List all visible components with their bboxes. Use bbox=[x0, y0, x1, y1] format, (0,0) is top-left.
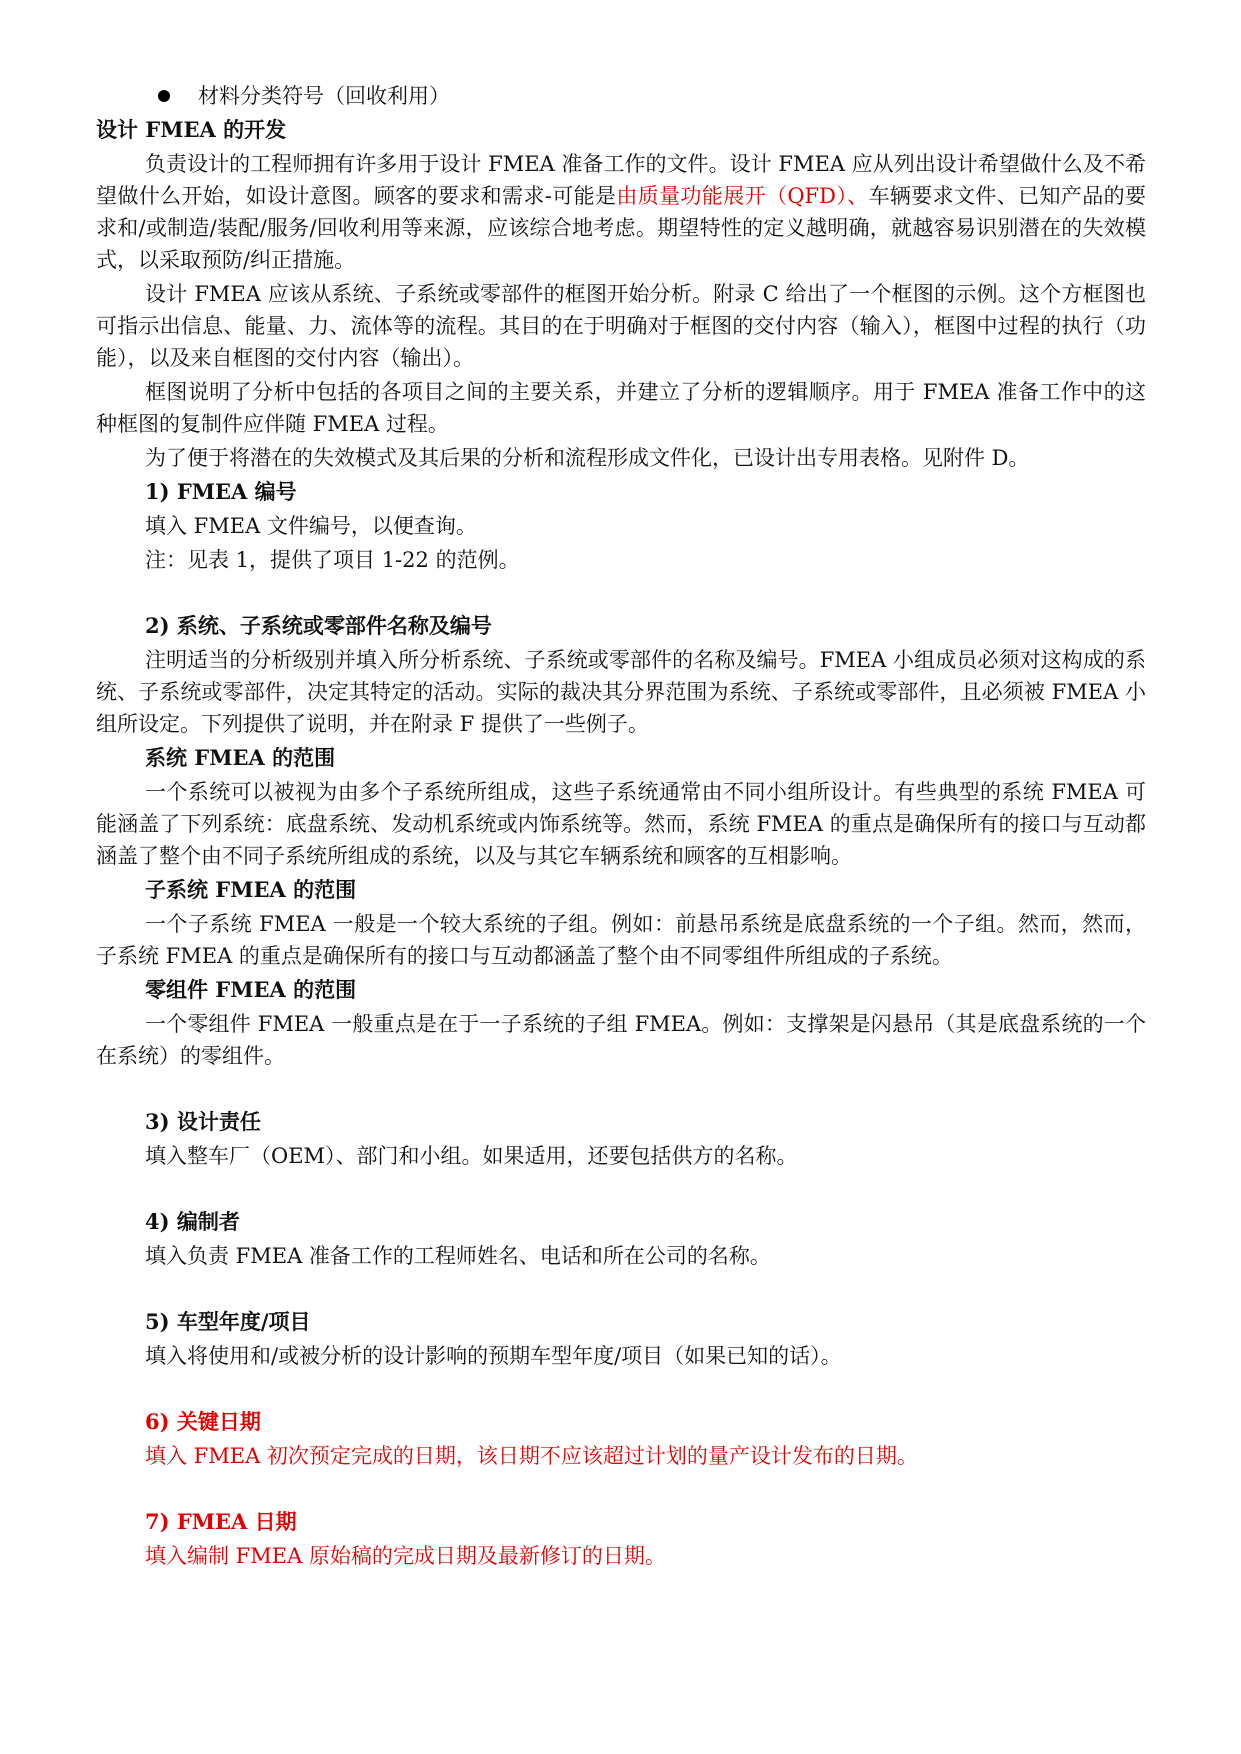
item1-body: 填入 FMEA 文件编号，以便查询。 bbox=[145, 514, 477, 538]
intro-paragraph-3: 框图说明了分析中包括的各项目之间的主要关系，并建立了分析的逻辑顺序。用于 FMEA 准备工作中的这种框图的复制件应伴随 FMEA 过程。 bbox=[96, 380, 1146, 436]
intro-p1-end: 车辆要求文件、已知产品的要求和/或制造/装配/服务/回收利用等来源，应该综合地考虑。期望特性的定义越明确，就越容易识别潜在的失效模式，以采取预防/纠正措施。 bbox=[96, 184, 1147, 272]
intro-paragraph-1 bbox=[96, 148, 1146, 276]
item3-body: 填入整车厂（OEM）、部门和小组。如果适用，还要包括供方的名称。 bbox=[145, 1144, 798, 1168]
bullet-dot-icon bbox=[158, 90, 170, 102]
item4-heading: 4) 编制者 bbox=[145, 1209, 240, 1234]
item6-heading: 6) 关键日期 bbox=[145, 1409, 261, 1434]
item2-heading: 2) 系统、子系统或零部件名称及编号 bbox=[145, 613, 492, 638]
item1-heading: 1) FMEA 编号 bbox=[145, 479, 297, 504]
system-scope-body: 一个系统可以被视为由多个子系统所组成，这些子系统通常由不同小组所设计。有些典型的系统 FMEA 可能涵盖了下列系统：底盘系统、发动机系统或内饰系统等。然而，系统 FMEA 的重点是确保所有的接口与互动都涵盖了整个由不同子系统所组成的系统，以及与其它车辆系统和顾客的互相影响。 bbox=[96, 780, 1146, 868]
component-scope-heading: 零组件 FMEA 的范围 bbox=[145, 977, 357, 1002]
item7-heading: 7) FMEA 日期 bbox=[145, 1509, 297, 1534]
subsystem-scope-body: 一个子系统 FMEA 一般是一个较大系统的子组。例如：前悬吊系统是底盘系统的一个子组。然而，然而，子系统 FMEA 的重点是确保所有的接口与互动都涵盖了整个由不同零组件所组成的子系统。 bbox=[96, 912, 1146, 968]
item1-note: 注：见表 1，提供了项目 1-22 的范例。 bbox=[145, 548, 520, 572]
intro-p1-start: 负责设计的工程师拥有许多用于设计 FMEA 准备工作的文件。设计 FMEA 应从列出设计希望做什么及不希望做什么开始，如设计意图。顾客的要求和需求-可能是 bbox=[96, 152, 1146, 208]
item5-heading: 5) 车型年度/项目 bbox=[145, 1309, 311, 1334]
item3-heading: 3) 设计责任 bbox=[145, 1109, 261, 1134]
item4-body: 填入负责 FMEA 准备工作的工程师姓名、电话和所在公司的名称。 bbox=[145, 1244, 771, 1268]
subsystem-scope-heading: 子系统 FMEA 的范围 bbox=[145, 877, 357, 902]
item2-body: 注明适当的分析级别并填入所分析系统、子系统或零部件的名称及编号。FMEA 小组成员必须对这构成的系统、子系统或零部件，决定其特定的活动。实际的裁决其分界范围为系统、子系统或零部件，且必须被 FMEA 小组所设定。下列提供了说明，并在附录 F 提供了一些例子。 bbox=[96, 648, 1146, 736]
component-scope-body: 一个零组件 FMEA 一般重点是在于一子系统的子组 FMEA。例如：支撑架是闪悬吊（其是底盘系统的一个在系统）的零组件。 bbox=[96, 1012, 1146, 1068]
document-page bbox=[96, 80, 1146, 1574]
system-scope-heading: 系统 FMEA 的范围 bbox=[145, 745, 336, 770]
intro-p1-highlight: 由质量功能展开（QFD）、 bbox=[616, 184, 869, 208]
bullet-item bbox=[96, 80, 1146, 112]
item5-body: 填入将使用和/或被分析的设计影响的预期车型年度/项目（如果已知的话）。 bbox=[145, 1344, 842, 1368]
section-title: 设计 FMEA 的开发 bbox=[96, 117, 287, 142]
bullet-text: 材料分类符号（回收利用） bbox=[198, 84, 450, 108]
item6-body: 填入 FMEA 初次预定完成的日期，该日期不应该超过计划的量产设计发布的日期。 bbox=[145, 1444, 918, 1468]
item7-body: 填入编制 FMEA 原始稿的完成日期及最新修订的日期。 bbox=[145, 1544, 666, 1568]
intro-paragraph-4: 为了便于将潜在的失效模式及其后果的分析和流程形成文件化，已设计出专用表格。见附件 D。 bbox=[145, 446, 1030, 470]
intro-paragraph-2: 设计 FMEA 应该从系统、子系统或零部件的框图开始分析。附录 C 给出了一个框图的示例。这个方框图也可指示出信息、能量、力、流体等的流程。其目的在于明确对于框图的交付内容（输入），框图中过程的执行（功能），以及来自框图的交付内容（输出）。 bbox=[96, 282, 1146, 370]
